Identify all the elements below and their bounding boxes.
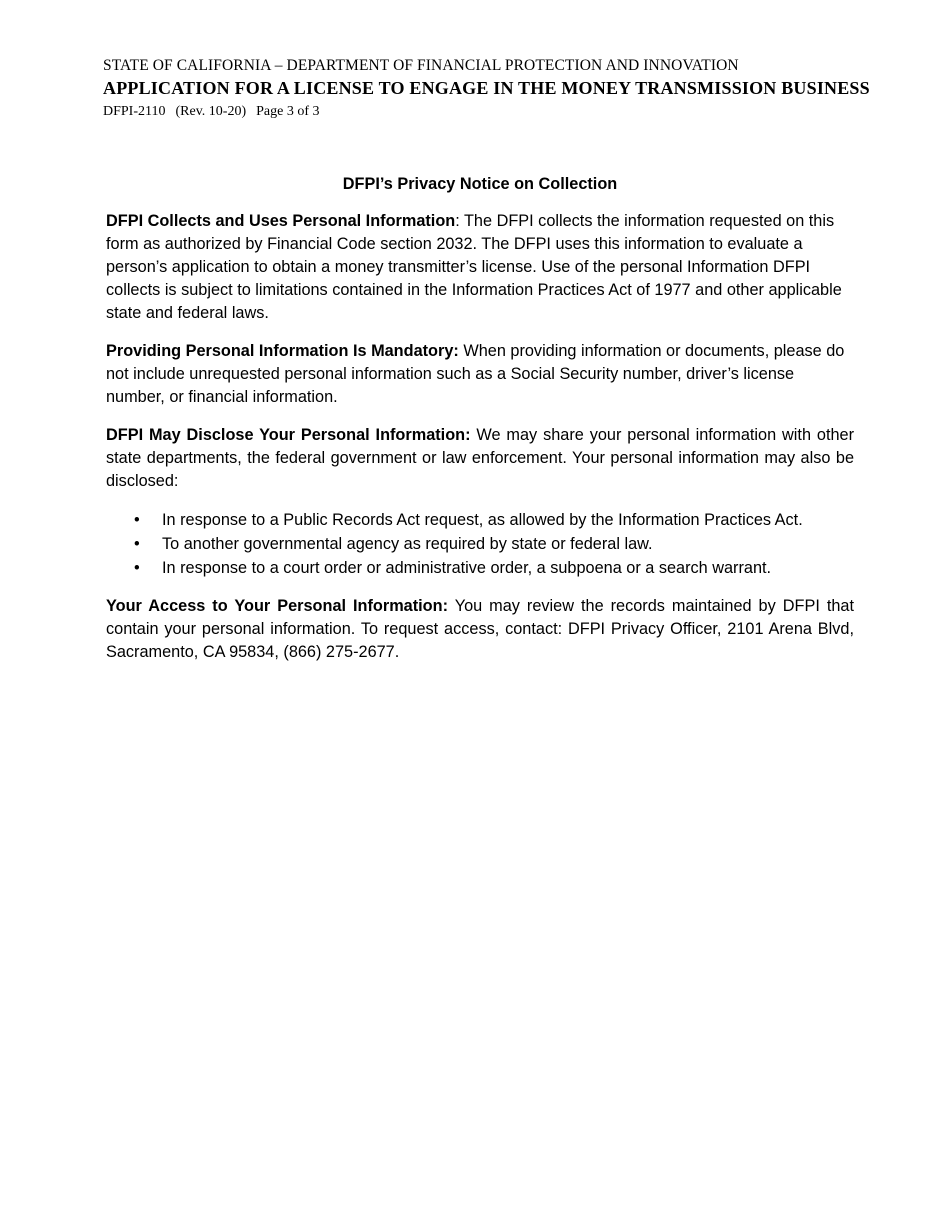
mandatory-paragraph [106, 340, 854, 409]
disclose-body: We may share your personal information with other state departments, the federal government or law enforcement. Your personal information may also be disclosed: [106, 426, 854, 490]
form-number: DFPI-2110 [103, 104, 166, 119]
form-identifier [103, 101, 903, 122]
agency-name: STATE OF CALIFORNIA – DEPARTMENT OF FINANCIAL PROTECTION AND INNOVATION [103, 57, 739, 74]
access-heading: Your Access to Your Personal Information: [106, 597, 448, 615]
list-item [106, 532, 854, 556]
form-header [103, 55, 903, 122]
list-item [106, 508, 854, 532]
collects-heading: DFPI Collects and Uses Personal Information [106, 212, 456, 230]
bullet-icon: • [134, 511, 140, 529]
mandatory-heading: Providing Personal Information Is Mandatory: [106, 342, 459, 360]
list-item-text: In response to a Public Records Act request, as allowed by the Information Practices Act. [162, 511, 803, 529]
collects-body: : The DFPI collects the information requested on this form as authorized by Financial Code section 2032. The DFPI uses this information to evaluate a person’s application to obtain a money transmitter’s license. Use of the personal Information DFPI collects is subject to limitations contained in the Information Practices Act of 1977 and other applicable state and federal laws. [106, 212, 842, 322]
collects-paragraph [106, 210, 854, 325]
list-item-text: In response to a court order or administrative order, a subpoena or a search warrant. [162, 559, 772, 577]
access-paragraph [106, 595, 854, 664]
mandatory-body: When providing information or documents, please do not include unrequested personal information such as a Social Security number, driver’s license number, or financial information. [106, 342, 845, 406]
list-item-text: To another governmental agency as required by state or federal law. [162, 535, 653, 553]
list-item [106, 556, 854, 580]
application-title: APPLICATION FOR A LICENSE TO ENGAGE IN THE MONEY TRANSMISSION BUSINESS [103, 78, 870, 98]
notice-title: DFPI’s Privacy Notice on Collection [342, 175, 618, 193]
bullet-icon: • [134, 559, 140, 577]
bullet-icon: • [134, 535, 140, 553]
disclose-heading: DFPI May Disclose Your Personal Information: [106, 426, 471, 444]
disclosure-list [106, 508, 854, 580]
privacy-notice [106, 173, 854, 679]
form-revision: (Rev. 10-20) [175, 104, 247, 119]
disclose-paragraph [106, 424, 854, 493]
page-number: Page 3 of 3 [256, 104, 320, 119]
access-body: You may review the records maintained by DFPI that contain your personal information. To request access, contact: DFPI Privacy Officer, 2101 Arena Blvd, Sacramento, CA 95834, (866) 275-2677. [106, 597, 854, 661]
